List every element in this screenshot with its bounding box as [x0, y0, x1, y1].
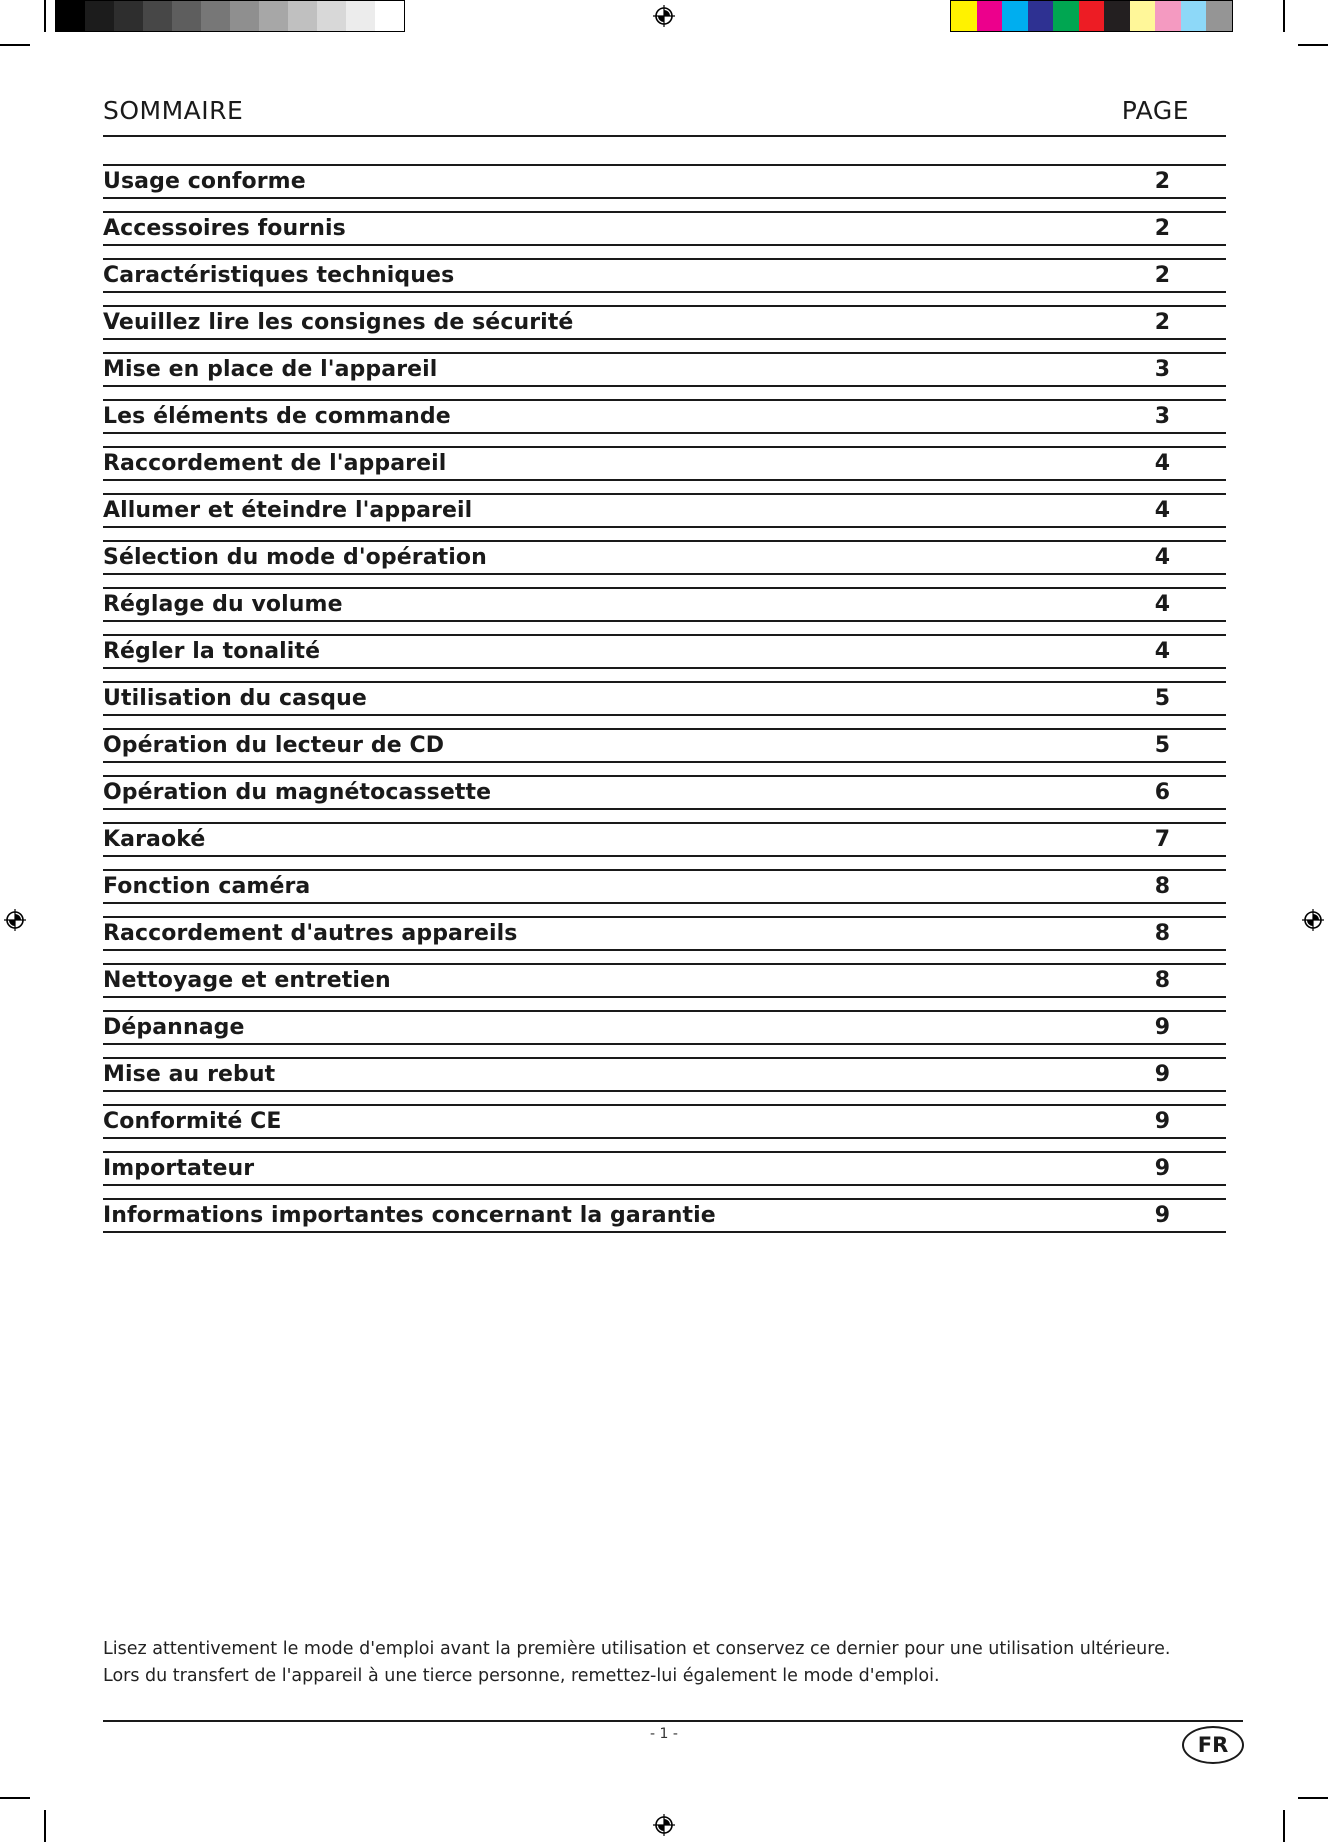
- toc-entry-page: 6: [1154, 780, 1170, 805]
- registration-mark-icon: [4, 909, 26, 931]
- toc-entry[interactable]: [103, 916, 1226, 963]
- gray-swatch: [346, 1, 375, 31]
- toc-entry[interactable]: [103, 1104, 1226, 1151]
- toc-entry-page: 8: [1154, 968, 1170, 993]
- toc-entry[interactable]: [103, 258, 1226, 305]
- toc-entry-title: Conformité CE: [103, 1109, 282, 1134]
- toc-entry-title: Sélection du mode d'opération: [103, 545, 487, 570]
- gray-swatch: [230, 1, 259, 31]
- toc-entry-page: 2: [1154, 263, 1170, 288]
- crop-mark: [0, 1797, 30, 1799]
- gray-swatch: [56, 1, 85, 31]
- toc-entry-page: 8: [1154, 874, 1170, 899]
- gray-swatch: [114, 1, 143, 31]
- toc-entry-page: 5: [1154, 733, 1170, 758]
- crop-mark: [44, 0, 46, 32]
- gray-swatch: [172, 1, 201, 31]
- toc-entry-page: 4: [1154, 498, 1170, 523]
- toc-entry-page: 5: [1154, 686, 1170, 711]
- toc-entry[interactable]: [103, 399, 1226, 446]
- gray-swatch: [201, 1, 230, 31]
- toc-entry-page: 4: [1154, 592, 1170, 617]
- crop-mark: [1283, 1810, 1285, 1842]
- toc-entry-page: 2: [1154, 216, 1170, 241]
- toc-entry[interactable]: [103, 822, 1226, 869]
- registration-mark-icon: [653, 1814, 675, 1836]
- toc-header: [103, 96, 1189, 125]
- toc-entry-page: 7: [1154, 827, 1170, 852]
- toc-entry[interactable]: [103, 1010, 1226, 1057]
- gray-swatch: [317, 1, 346, 31]
- color-swatch: [1104, 1, 1130, 31]
- toc-entry-title: Réglage du volume: [103, 592, 343, 617]
- registration-mark-icon: [653, 5, 675, 27]
- toc-entry-title: Importateur: [103, 1156, 255, 1181]
- toc-entry-title: Dépannage: [103, 1015, 245, 1040]
- toc-entry[interactable]: [103, 211, 1226, 258]
- toc-entry[interactable]: [103, 963, 1226, 1010]
- grayscale-calibration-bar: [55, 0, 405, 32]
- toc-entry-page: 2: [1154, 310, 1170, 335]
- footer-note: [103, 1636, 1170, 1690]
- toc-entry[interactable]: [103, 352, 1226, 399]
- toc-entry-page: 4: [1154, 451, 1170, 476]
- crop-mark: [1283, 0, 1285, 32]
- toc-entry-page: 9: [1154, 1015, 1170, 1040]
- language-badge: FR: [1182, 1726, 1244, 1764]
- toc-entry[interactable]: [103, 1151, 1226, 1198]
- toc-page-heading: PAGE: [1121, 96, 1189, 125]
- toc-entry[interactable]: [103, 1198, 1226, 1245]
- toc-entry[interactable]: [103, 634, 1226, 681]
- toc-entry-page: 3: [1154, 404, 1170, 429]
- toc-entry-title: Les éléments de commande: [103, 404, 451, 429]
- color-swatch: [1002, 1, 1028, 31]
- toc-entry[interactable]: [103, 164, 1226, 211]
- toc-entry-title: Utilisation du casque: [103, 686, 367, 711]
- toc-entry-title: Veuillez lire les consignes de sécurité: [103, 310, 574, 335]
- toc-entry-title: Caractéristiques techniques: [103, 263, 455, 288]
- color-swatch: [977, 1, 1003, 31]
- toc-entry-title: Nettoyage et entretien: [103, 968, 391, 993]
- toc-entry-page: 2: [1154, 169, 1170, 194]
- header-divider: [103, 135, 1226, 137]
- toc-entry[interactable]: [103, 540, 1226, 587]
- color-swatch: [1028, 1, 1054, 31]
- color-swatch: [1181, 1, 1207, 31]
- toc-title-heading: SOMMAIRE: [103, 96, 244, 125]
- toc-entry-title: Karaoké: [103, 827, 206, 852]
- toc-entry[interactable]: [103, 305, 1226, 352]
- toc-entry-title: Régler la tonalité: [103, 639, 321, 664]
- footer-divider: [103, 1720, 1243, 1722]
- toc-entry-title: Allumer et éteindre l'appareil: [103, 498, 473, 523]
- color-swatch: [951, 1, 977, 31]
- gray-swatch: [259, 1, 288, 31]
- toc-entry-title: Mise au rebut: [103, 1062, 276, 1087]
- toc-entry[interactable]: [103, 775, 1226, 822]
- toc-entry-title: Opération du magnétocassette: [103, 780, 492, 805]
- toc-entry[interactable]: [103, 446, 1226, 493]
- color-swatch: [1206, 1, 1232, 31]
- crop-mark: [1298, 44, 1328, 46]
- gray-swatch: [85, 1, 114, 31]
- crop-mark: [1298, 1797, 1328, 1799]
- crop-mark: [44, 1810, 46, 1842]
- toc-entry-title: Informations importantes concernant la garantie: [103, 1203, 716, 1228]
- toc-entry-page: 9: [1154, 1062, 1170, 1087]
- gray-swatch: [375, 1, 404, 31]
- toc-entry[interactable]: [103, 728, 1226, 775]
- color-swatch: [1053, 1, 1079, 31]
- registration-mark-icon: [1302, 909, 1324, 931]
- crop-mark: [0, 44, 30, 46]
- toc-entry-title: Accessoires fournis: [103, 216, 346, 241]
- toc-entry[interactable]: [103, 681, 1226, 728]
- toc-entry[interactable]: [103, 493, 1226, 540]
- toc-entry-page: 8: [1154, 921, 1170, 946]
- toc-entry-title: Opération du lecteur de CD: [103, 733, 445, 758]
- page-number: - 1 -: [650, 1726, 678, 1742]
- color-calibration-bar: [950, 0, 1233, 32]
- color-swatch: [1130, 1, 1156, 31]
- gray-swatch: [143, 1, 172, 31]
- table-of-contents: [103, 164, 1226, 1245]
- toc-entry-page: 4: [1154, 639, 1170, 664]
- toc-entry-title: Raccordement d'autres appareils: [103, 921, 518, 946]
- color-swatch: [1155, 1, 1181, 31]
- gray-swatch: [288, 1, 317, 31]
- footer-note-line: Lors du transfert de l'appareil à une tierce personne, remettez-lui également le mode d'emploi.: [103, 1666, 940, 1686]
- toc-entry-title: Mise en place de l'appareil: [103, 357, 438, 382]
- toc-entry[interactable]: [103, 587, 1226, 634]
- toc-entry-page: 3: [1154, 357, 1170, 382]
- toc-entry-page: 9: [1154, 1109, 1170, 1134]
- toc-entry[interactable]: [103, 869, 1226, 916]
- footer-note-line: Lisez attentivement le mode d'emploi avant la première utilisation et conservez ce dernier pour une utilisation ultérieure.: [103, 1639, 1171, 1659]
- toc-entry-title: Fonction caméra: [103, 874, 311, 899]
- toc-entry[interactable]: [103, 1057, 1226, 1104]
- toc-entry-title: Usage conforme: [103, 169, 306, 194]
- toc-entry-title: Raccordement de l'appareil: [103, 451, 447, 476]
- color-swatch: [1079, 1, 1105, 31]
- toc-entry-page: 4: [1154, 545, 1170, 570]
- toc-entry-page: 9: [1154, 1156, 1170, 1181]
- toc-entry-page: 9: [1154, 1203, 1170, 1228]
